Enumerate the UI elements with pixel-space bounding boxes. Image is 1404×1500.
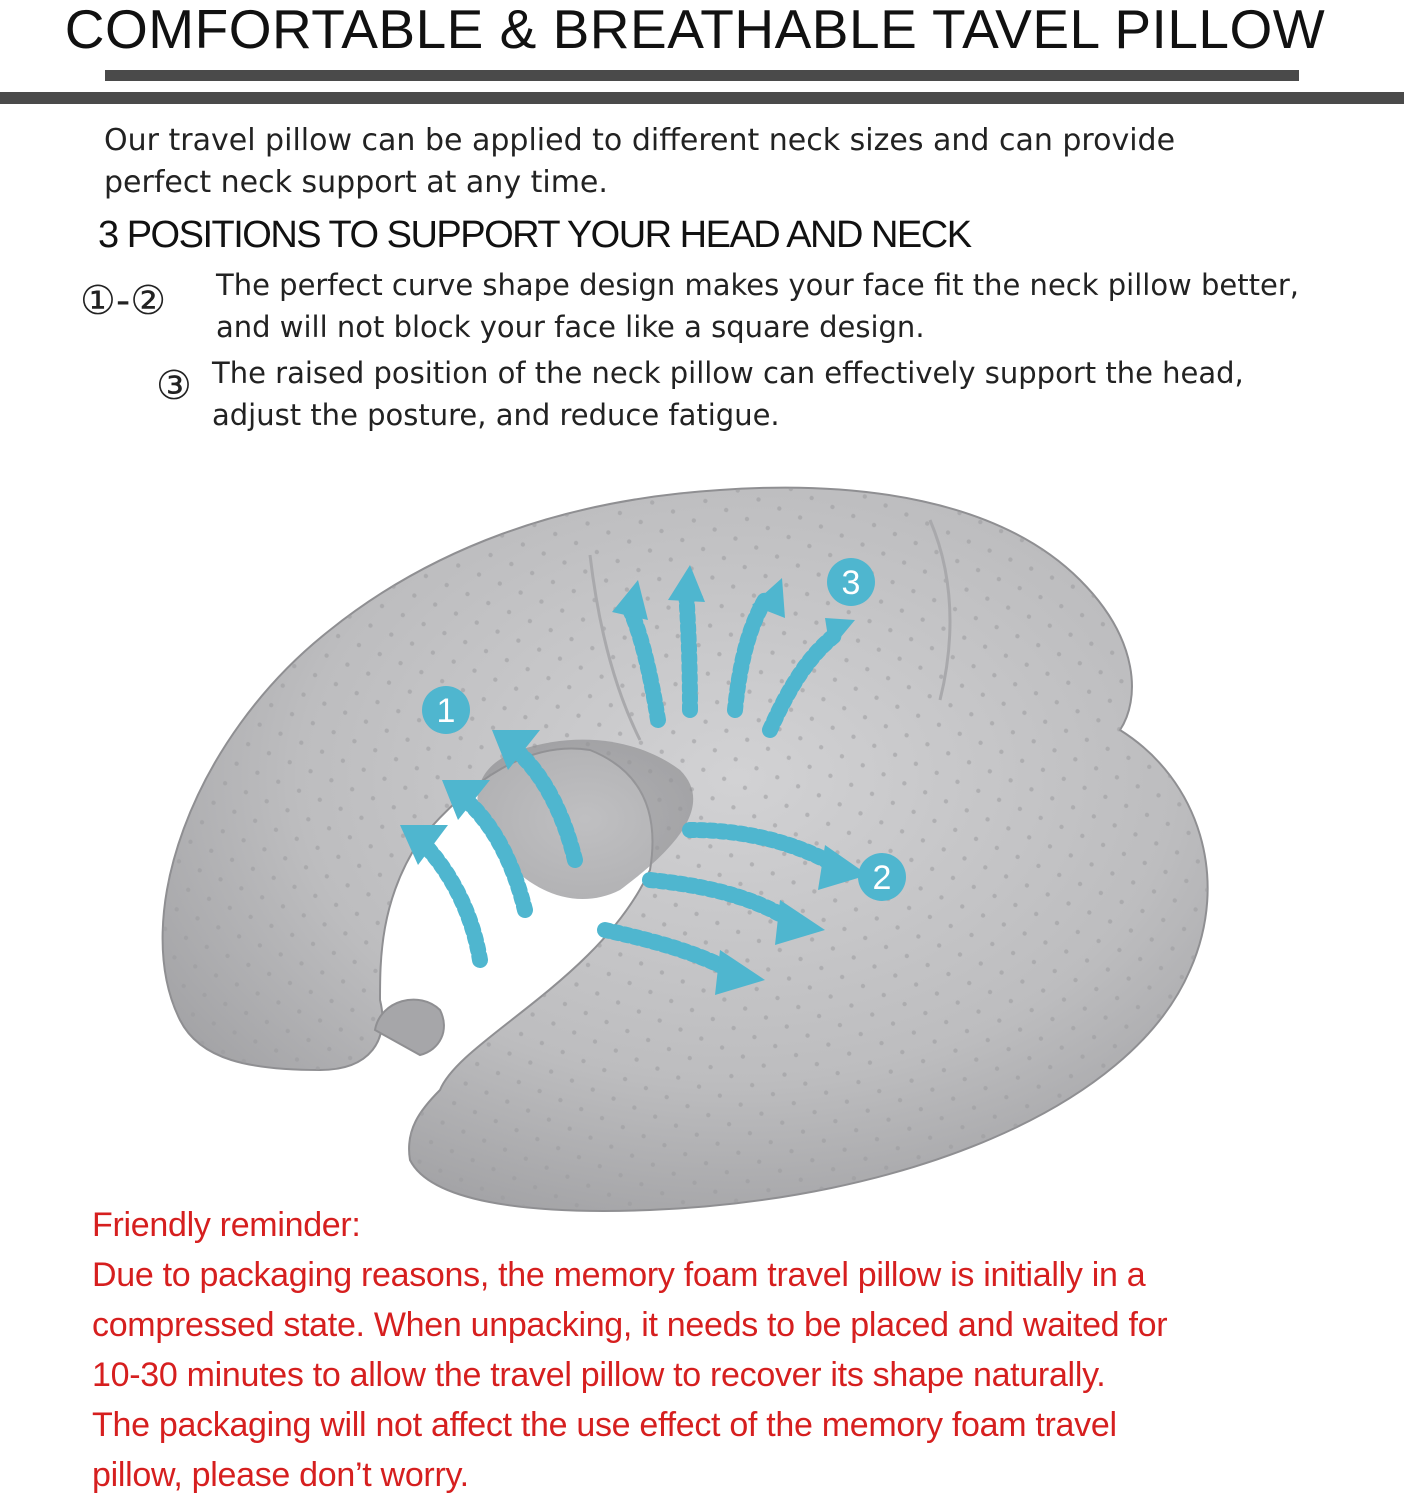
position-badge-2 [858,853,906,901]
positions-heading: 3 POSITIONS TO SUPPORT YOUR HEAD AND NECK [98,214,971,256]
intro-text [104,120,1304,204]
position-marker-3: ③ [156,363,192,409]
title-underline-short [105,70,1299,81]
position-point-3 [212,352,1244,436]
reminder-line-4: The packaging will not affect the use effect of the memory foam travel [92,1406,1117,1444]
intro-line-2: perfect neck support at any time. [104,165,608,200]
position-point-1-2 [216,264,1299,348]
friendly-reminder [92,1200,1382,1500]
pillow-illustration [0,440,1404,1220]
point-1-line-2: and will not block your face like a square design. [216,310,925,344]
reminder-title: Friendly reminder: [92,1206,361,1244]
page-title: COMFORTABLE & BREATHABLE TAVEL PILLOW [64,0,1326,60]
point-1-line-1: The perfect curve shape design makes your face fit the neck pillow better, [216,268,1299,302]
reminder-line-3: 10-30 minutes to allow the travel pillow to recover its shape naturally. [92,1356,1106,1394]
svg-text:2: 2 [872,859,892,897]
position-badge-1 [422,686,470,734]
position-marker-1-2: ①-② [80,278,167,324]
svg-text:1: 1 [436,692,456,730]
svg-text:3: 3 [841,564,861,602]
point-2-line-1: The raised position of the neck pillow can effectively support the head, [212,356,1244,390]
title-underline-long [0,92,1404,104]
position-badge-3 [827,558,875,606]
reminder-line-2: compressed state. When unpacking, it needs to be placed and waited for [92,1306,1168,1344]
point-2-line-2: adjust the posture, and reduce fatigue. [212,398,780,432]
intro-line-1: Our travel pillow can be applied to different neck sizes and can provide [104,123,1176,158]
reminder-line-5: pillow, please don’t worry. [92,1456,469,1494]
reminder-line-1: Due to packaging reasons, the memory foam travel pillow is initially in a [92,1256,1146,1294]
